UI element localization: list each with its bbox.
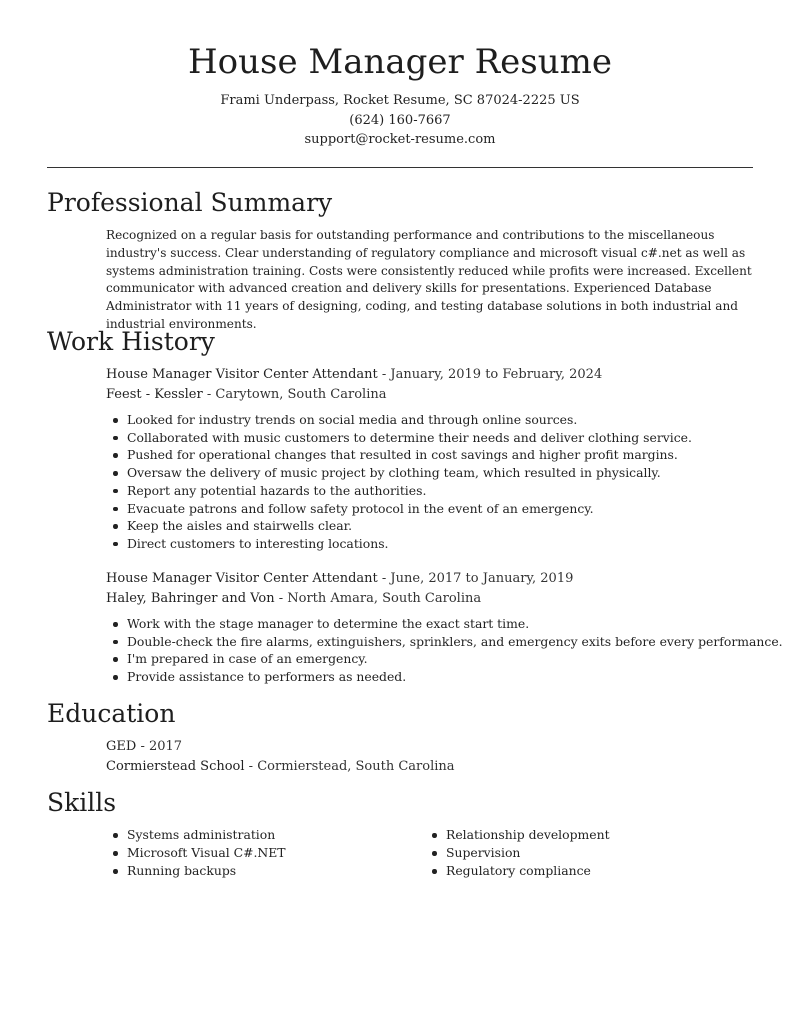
education-heading: Education (47, 699, 176, 728)
education-year: 2017 (148, 739, 183, 754)
skill-item: Systems administration (106, 826, 286, 844)
skill-item: Microsoft Visual C#.NET (106, 844, 286, 862)
skills-list-left (106, 826, 286, 880)
job-duties-list (106, 411, 766, 553)
separator: - (202, 387, 216, 402)
list-item: Double-check the fire alarms, extinguishers, sprinklers, and emergency exits before every performance. (106, 633, 766, 651)
job-entry-2 (106, 569, 783, 686)
separator: - (136, 739, 149, 754)
education-location: Cormierstead, South Carolina (257, 759, 455, 774)
skill-item: Regulatory compliance (425, 862, 610, 880)
contact-address: Frami Underpass, Rocket Resume, SC 87024-2225 US (220, 93, 580, 108)
separator: - (377, 367, 391, 382)
job-duties-list (106, 615, 783, 686)
list-item: Looked for industry trends on social media and through online sources. (106, 411, 766, 429)
job-location: North Amara, South Carolina (287, 591, 482, 606)
resume-header (0, 0, 800, 150)
contact-phone: (624) 160-7667 (349, 112, 451, 128)
job-title-line (106, 569, 766, 589)
summary-text: Recognized on a regular basis for outstanding performance and contributions to the miscellaneous industry's success. Clear understanding of regulatory compliance and microsoft visual c#.net as well as systems administration training. Costs were consistently reduced while profits were increased. Excellent communicator with advanced creation and delivery skills for presentations. Experienced Database Administrator with 11 years of designing, coding, and testing database solutions in both industrial and industrial environments. (106, 228, 752, 331)
work-history-heading: Work History (47, 327, 215, 356)
list-item: Report any potential hazards to the authorities. (106, 482, 766, 500)
skills-heading: Skills (47, 788, 117, 817)
header-divider (47, 167, 753, 168)
summary-heading: Professional Summary (47, 188, 333, 217)
skills-list-right (425, 826, 610, 880)
list-item: Oversaw the delivery of music project by clothing team, which resulted in physically. (106, 464, 766, 482)
separator: - (377, 571, 391, 586)
job-entry-1 (106, 365, 766, 553)
job-dates: June, 2017 to January, 2019 (390, 571, 574, 586)
education-entry (106, 737, 455, 777)
job-dates: January, 2019 to February, 2024 (390, 367, 603, 382)
contact-block (0, 91, 800, 150)
list-item: Direct customers to interesting locations. (106, 535, 766, 553)
list-item: Work with the stage manager to determine the exact start time. (106, 615, 766, 633)
list-item: Pushed for operational changes that resulted in cost savings and higher profit margins. (106, 446, 766, 464)
job-company: Feest - Kessler (106, 387, 203, 402)
list-item: Collaborated with music customers to determine their needs and deliver clothing service. (106, 429, 766, 447)
job-company: Haley, Bahringer and Von (106, 591, 275, 606)
skill-item: Relationship development (425, 826, 610, 844)
job-title: House Manager Visitor Center Attendant (106, 571, 378, 586)
education-degree-line (106, 737, 455, 757)
separator: - (244, 759, 258, 774)
skill-item: Running backups (106, 862, 286, 880)
contact-email: support@rocket-resume.com (304, 132, 496, 147)
list-item: Provide assistance to performers as needed. (106, 668, 766, 686)
education-school: Cormierstead School (106, 759, 245, 774)
job-company-line (106, 385, 766, 405)
list-item: Keep the aisles and stairwells clear. (106, 517, 766, 535)
list-item: I'm prepared in case of an emergency. (106, 650, 766, 668)
job-title: House Manager Visitor Center Attendant (106, 367, 378, 382)
separator: - (274, 591, 288, 606)
education-degree: GED (106, 739, 137, 754)
list-item: Evacuate patrons and follow safety protocol in the event of an emergency. (106, 500, 766, 518)
skill-item: Supervision (425, 844, 610, 862)
job-title-line (106, 365, 766, 385)
education-school-line (106, 757, 455, 777)
job-location: Carytown, South Carolina (215, 387, 387, 402)
resume-title: House Manager Resume (187, 42, 613, 82)
job-company-line (106, 589, 766, 609)
